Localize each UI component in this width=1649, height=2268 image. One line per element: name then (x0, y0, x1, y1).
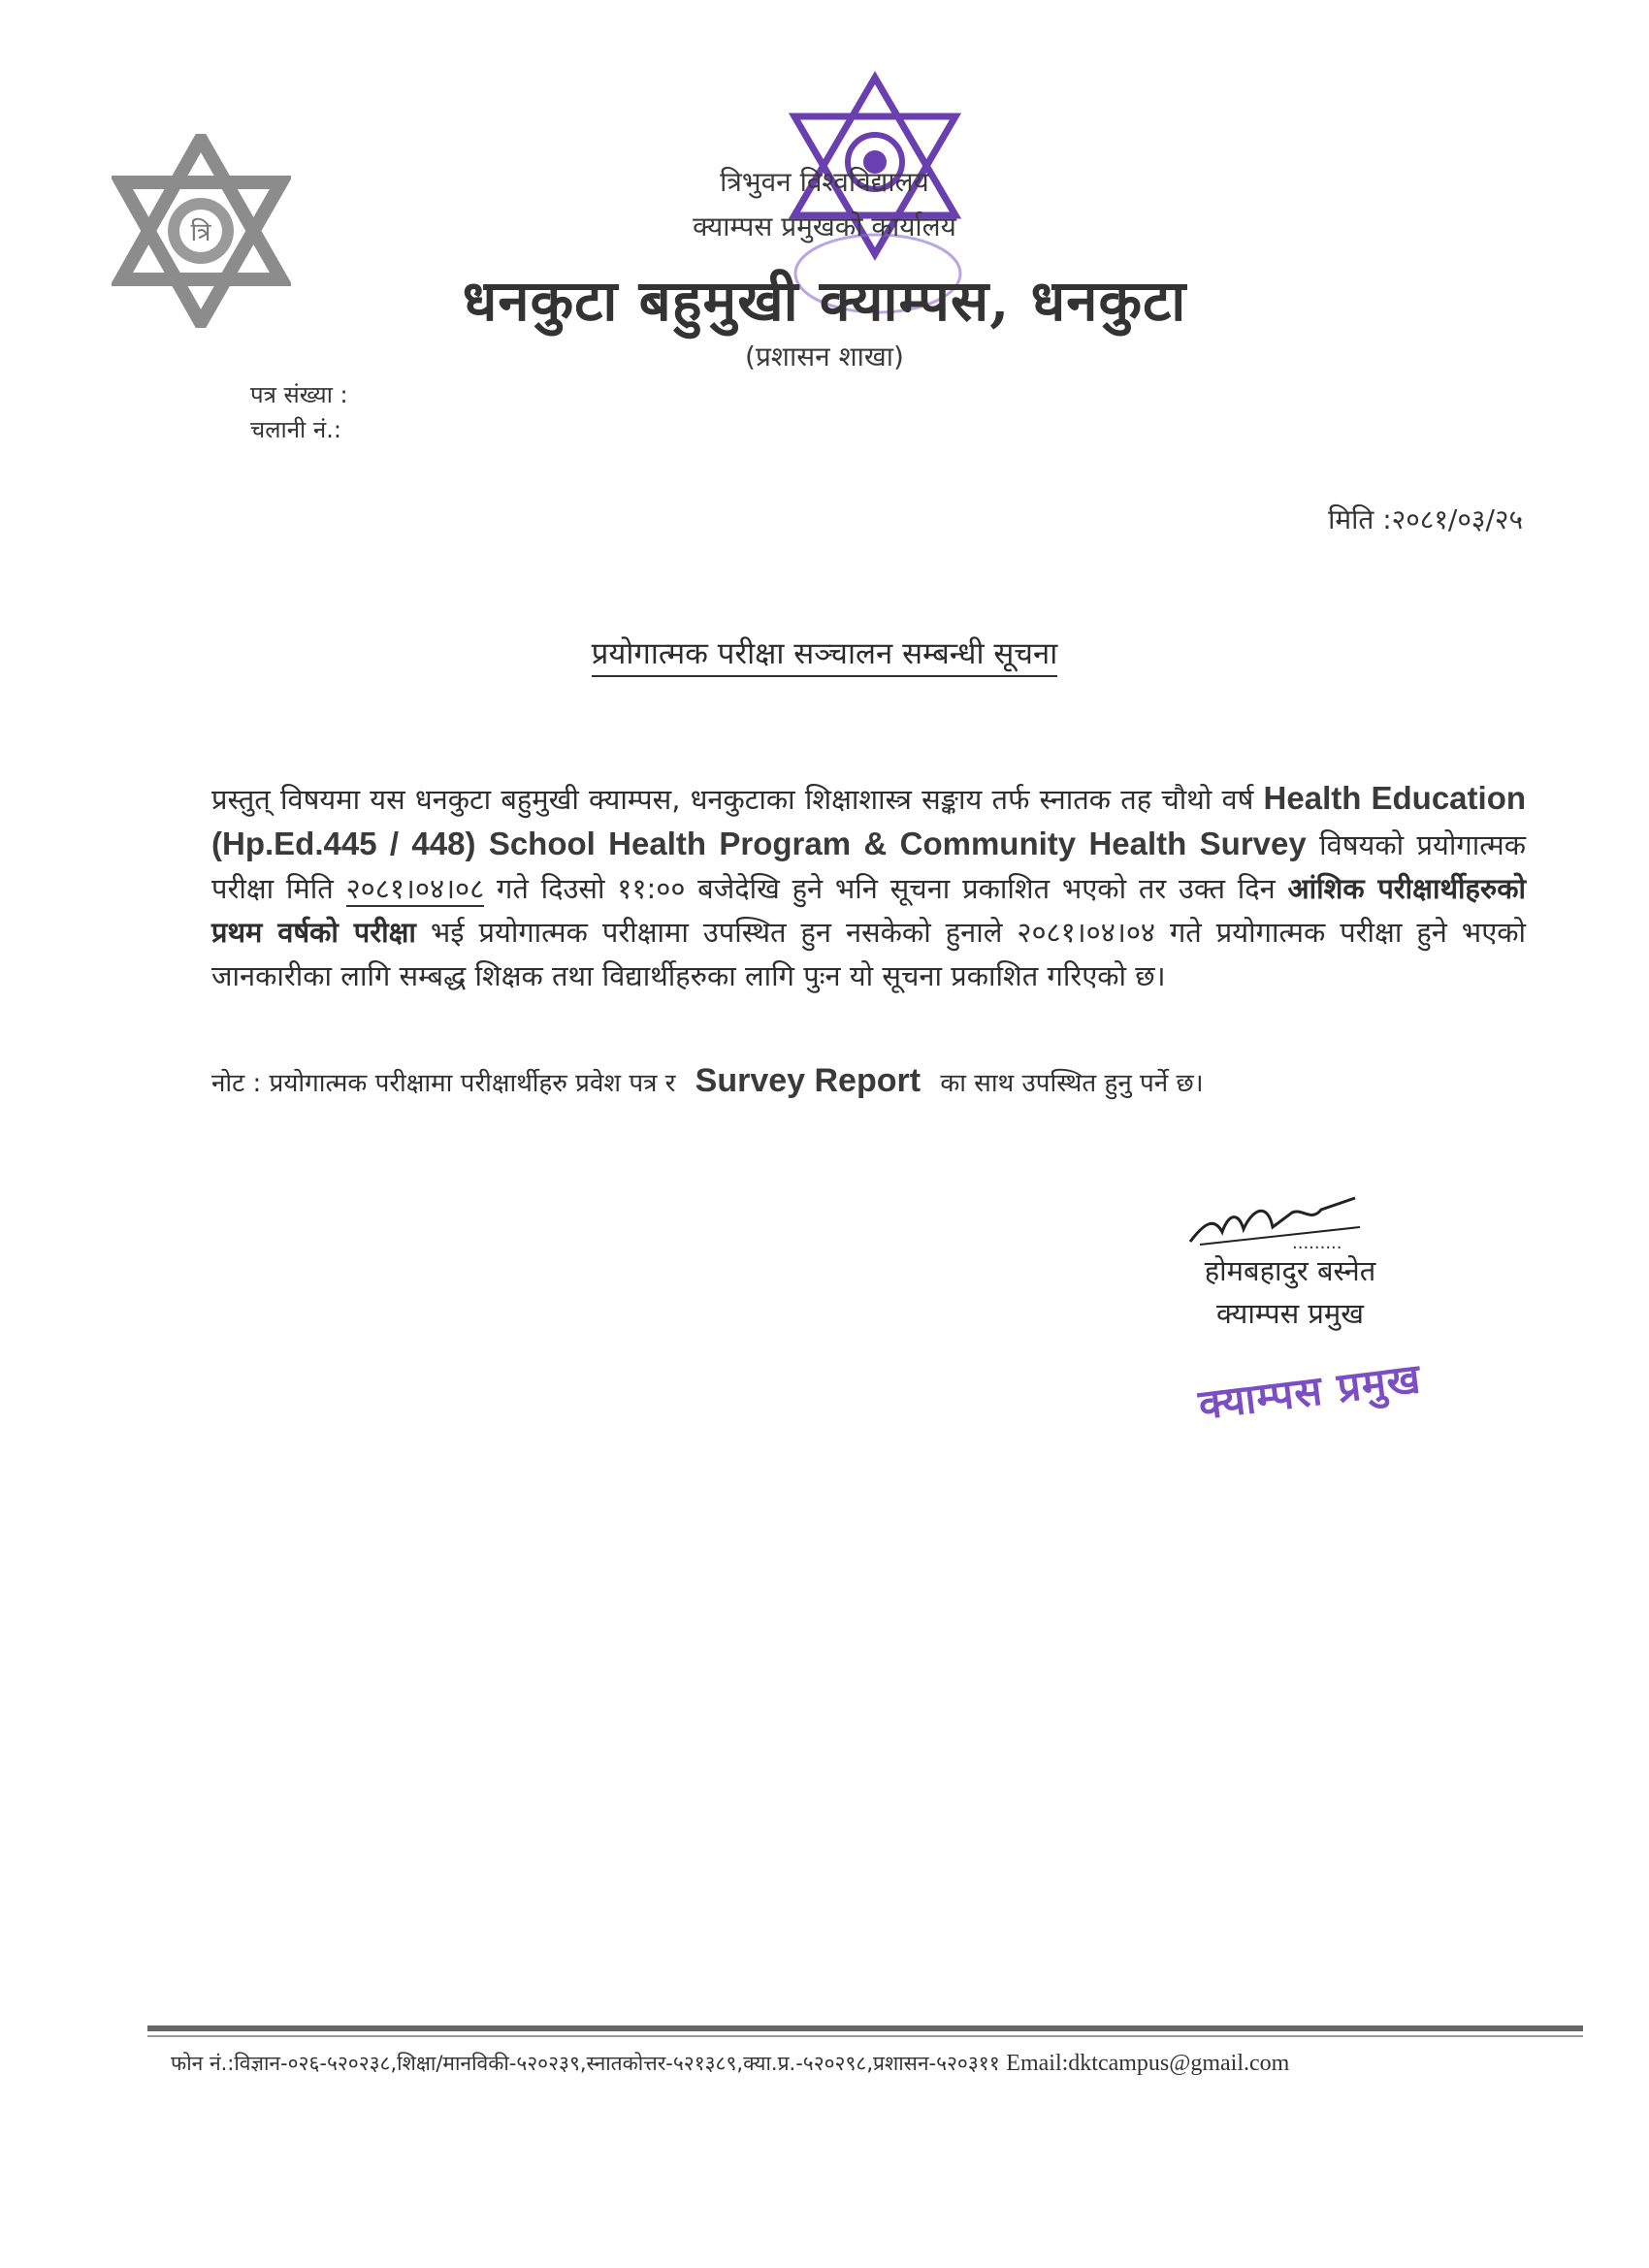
footer-phones: फोन नं.:विज्ञान-०२६-५२०२३८,शिक्षा/मानविकी-५२०२३९,स्नातकोत्तर-५२१३८९,क्या.प्र.-५२०२९८,प्रशासन-५२०३११ (171, 2052, 1000, 2075)
footer-email: Email:dktcampus@gmail.com (1006, 2051, 1290, 2076)
subject-text: प्रयोगात्मक परीक्षा सञ्चालन सम्बन्धी सूचना (592, 636, 1057, 677)
course-title: Health Education (Hp.Ed.445 / 448) School Health Program & Community Health Survey (211, 780, 1527, 861)
handwritten-signature (1185, 1188, 1370, 1251)
branch-name: (प्रशासन शाखा) (745, 340, 904, 373)
notice-body (211, 776, 1526, 998)
notice-subject (0, 632, 1649, 673)
note (211, 1062, 1204, 1100)
signer-name: होमबहादुर बस्नेत (1204, 1254, 1376, 1287)
body-notice-text: गते दिउसो ११:०० बजेदेखि हुने भनि सूचना प्रकाशित भएको तर उक्त दिन (497, 872, 1276, 905)
new-exam-date: २०८१।०४।०४ (1017, 916, 1155, 949)
signer-title: क्याम्पस प्रमुख (1216, 1297, 1364, 1330)
body-intro: प्रस्तुत् विषयमा यस धनकुटा बहुमुखी क्याम्पस, धनकुटाका शिक्षाशास्त्र सङ्काय तर्फ स्नातक तह चौथो वर्ष (211, 783, 1254, 816)
campus-chief-stamp: क्याम्पस प्रमुख (1195, 1354, 1424, 1429)
body-closing-text: गते प्रयोगात्मक परीक्षा हुने भएको जानकारीका लागि सम्बद्ध शिक्षक तथा विद्यार्थीहरुका लागि पुःन यो सूचना प्रकाशित गरिएको छ। (211, 916, 1527, 992)
note-prefix: नोट : प्रयोगात्मक परीक्षामा परीक्षार्थीहरु प्रवेश पत्र र (211, 1069, 676, 1098)
footer-divider (147, 2025, 1583, 2031)
absence-reason: आंशिक परीक्षार्थीहरुको प्रथम वर्षको परीक्षा (211, 872, 1527, 949)
letter-number-label: पत्र संख्या : (250, 381, 348, 408)
svg-text:त्रि: त्रि (190, 218, 211, 247)
body-absence-text: भई प्रयोगात्मक परीक्षामा उपस्थित हुन नसकेको हुनाले (430, 916, 1003, 949)
body-exam-date-text: विषयको प्रयोगात्मक परीक्षा मिति (211, 828, 1526, 905)
survey-report-label: Survey Report (695, 1062, 922, 1099)
original-exam-date: २०८१।०४।०८ (345, 872, 485, 905)
university-name: त्रिभुवन विश्वविद्यालय (720, 166, 929, 198)
note-suffix: का साथ उपस्थित हुनु पर्ने छ। (940, 1069, 1204, 1098)
campus-name: धनकुटा बहुमुखी क्याम्पस, धनकुटा (462, 268, 1187, 334)
letter-date: मिति :२०८१/०३/२५ (1328, 503, 1523, 535)
footer-divider-thin (147, 2035, 1583, 2037)
dispatch-number-label: चलानी नं.: (250, 416, 341, 443)
svg-text:.........: ......... (1292, 1233, 1342, 1251)
footer-contact (171, 2050, 1289, 2077)
office-name: क्याम्पस प्रमुखको कार्यालय (693, 211, 956, 243)
